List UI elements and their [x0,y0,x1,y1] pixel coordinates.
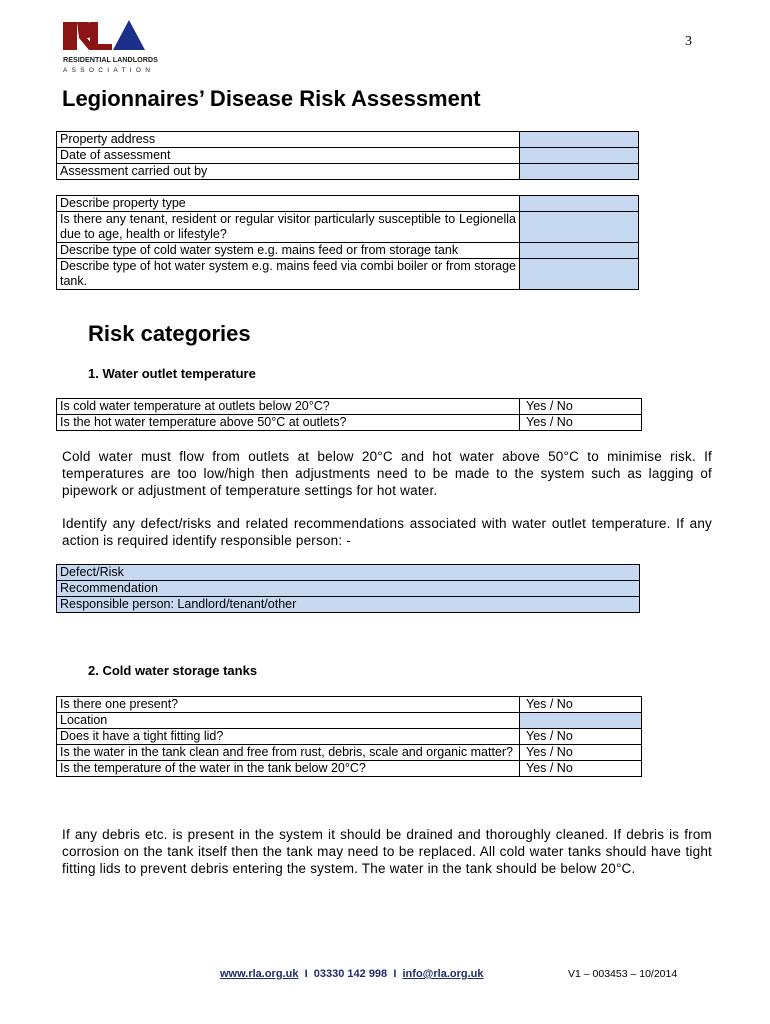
table-row [57,597,640,613]
property-table [56,131,639,180]
yes-no-field[interactable]: Yes / No [520,761,642,777]
page-title: Legionnaires’ Disease Risk Assessment [62,86,481,111]
table-row: Assessment carried out by [57,164,639,180]
location-field[interactable] [520,713,642,729]
website-link[interactable]: www.rla.org.uk [220,968,299,980]
yes-no-field[interactable]: Yes / No [520,415,642,431]
yes-no-field[interactable]: Yes / No [520,399,642,415]
table-row: Location [57,713,642,729]
page-number: 3 [685,34,692,49]
footer-contact: www.rla.org.uk I 03330 142 998 I info@rla.org.uk [220,968,484,980]
assessor-field[interactable] [520,164,639,180]
table-row: Is cold water temperature at outlets below 20°C? Yes / No [57,399,642,415]
table-row [57,581,640,597]
susceptible-field[interactable] [520,212,639,243]
table-row [57,565,640,581]
table-row: Describe type of cold water system e.g. mains feed or from storage tank [57,243,639,259]
table-row: Does it have a tight fitting lid? Yes / No [57,729,642,745]
risk-categories-heading: Risk categories [88,321,251,346]
yes-no-field[interactable]: Yes / No [520,745,642,761]
outlet-guidance-paragraph: Cold water must flow from outlets at below 20°C and hot water above 50°C to minimise risk. If temperatures are too low/high then adjustments need to be made to the system such as lagging of pipework or adjustment of temperature settings for hot water. [62,449,712,498]
responsible-person-field[interactable]: Responsible person: Landlord/tenant/other [57,597,640,613]
storage-tanks-table [56,696,642,777]
yes-no-field[interactable]: Yes / No [520,729,642,745]
section2-heading: 2. Cold water storage tanks [88,663,258,678]
table-row: Describe property type [57,196,639,212]
hot-water-system-field[interactable] [520,259,639,290]
property-type-field[interactable] [520,196,639,212]
email-link[interactable]: info@rla.org.uk [402,968,484,980]
outlet-temperature-table [56,398,642,431]
version-label: V1 – 003453 – 10/2014 [568,968,678,980]
defect-risk-field[interactable]: Defect/Risk [57,565,640,581]
table-row: Is there any tenant, resident or regular visitor particularly susceptible to Legionella due to age, health or lifestyle? [57,212,639,243]
table-row: Is the hot water temperature above 50°C at outlets? Yes / No [57,415,642,431]
tank-guidance-paragraph: If any debris etc. is present in the system it should be drained and thoroughly cleaned. If debris is from corrosion on the tank itself then the tank may need to be replaced. All cold water tanks should have tight fitting lids to prevent debris entering the system. The water in the tank should be below 20°C. [62,827,712,876]
defect-table [56,564,640,613]
section1-heading: 1. Water outlet temperature [88,366,256,381]
defect-instructions-paragraph: Identify any defect/risks and related recommendations associated with water outlet temperature. If any action is required identify responsible person: - [62,516,712,548]
phone-number: 03330 142 998 [313,968,388,980]
table-row: Property address [57,132,639,148]
table-row: Is the water in the tank clean and free from rust, debris, scale and organic matter? Yes / No [57,745,642,761]
recommendation-field[interactable]: Recommendation [57,581,640,597]
property-details-table [56,195,639,290]
assessment-date-field[interactable] [520,148,639,164]
cold-water-system-field[interactable] [520,243,639,259]
table-row: Date of assessment [57,148,639,164]
table-row: Is there one present? Yes / No [57,697,642,713]
rla-logo [62,18,162,78]
svg-text:RESIDENTIAL LANDLORDS: RESIDENTIAL LANDLORDS [63,55,158,64]
table-row: Is the temperature of the water in the tank below 20°C? Yes / No [57,761,642,777]
yes-no-field[interactable]: Yes / No [520,697,642,713]
property-address-field[interactable] [520,132,639,148]
svg-text:ASSOCIATION: ASSOCIATION [63,67,155,74]
table-row: Describe type of hot water system e.g. mains feed via combi boiler or from storage tank. [57,259,639,290]
